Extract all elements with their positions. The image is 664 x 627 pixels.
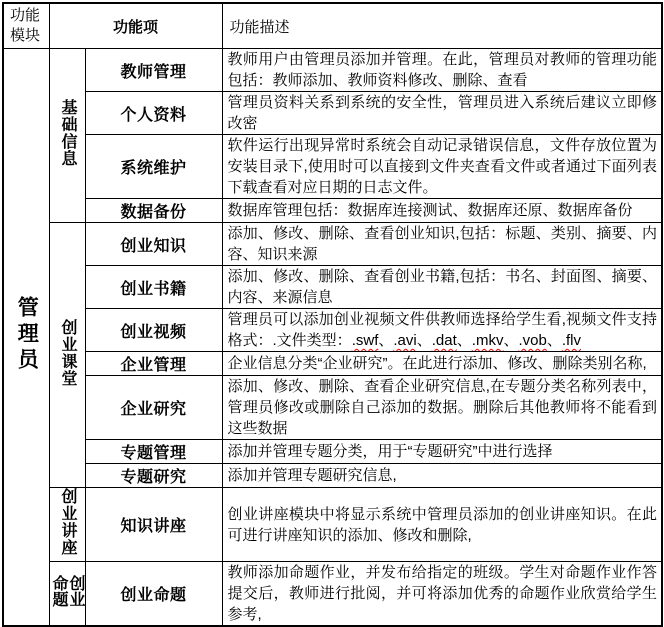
description-cell: 创业讲座模块中将显示系统中管理员添加的创业讲座知识。在此可进行讲座知识的添加、修改和删除, <box>222 488 662 562</box>
table-row <box>3 223 662 266</box>
item-cell: 数据备份 <box>85 199 222 223</box>
description-cell: 教师用户由管理员添加并管理。在此，管理员对教师的管理功能包括：教师添加、教师资料修改、删除、查看 <box>222 49 662 92</box>
table-row <box>3 376 662 440</box>
header-row <box>3 3 662 49</box>
group-label: 创业课堂 <box>59 318 76 387</box>
file-extension-token: .avi <box>393 332 417 349</box>
file-extension-token: .vob <box>518 332 547 349</box>
header-function-item: 功能项 <box>49 3 222 49</box>
table-row <box>3 92 662 135</box>
table-row <box>3 199 662 223</box>
description-cell: 添加并管理专题研究信息, <box>222 464 662 488</box>
table-row <box>3 309 662 352</box>
module-label: 管理员 <box>15 295 39 374</box>
extension-separator: 、 <box>503 332 519 349</box>
extension-separator: 、 <box>546 332 562 349</box>
item-cell: 专题研究 <box>85 464 222 488</box>
header-function-description: 功能描述 <box>222 3 662 49</box>
file-extension-token: .mkv <box>471 332 504 349</box>
table-row <box>3 488 662 562</box>
group-label: 创业讲座 <box>59 488 76 556</box>
item-cell: 知识讲座 <box>85 488 222 562</box>
item-cell: 企业研究 <box>85 376 222 440</box>
group-cell-basic-info <box>49 49 85 223</box>
group-label: 创业命题 <box>50 575 84 607</box>
table-row <box>3 135 662 199</box>
file-extension-token: .dat <box>431 332 457 349</box>
group-cell-entrepreneurship-classroom <box>49 223 85 488</box>
item-cell: 个人资料 <box>85 92 222 135</box>
function-table <box>2 2 663 627</box>
table-row <box>3 440 662 464</box>
group-cell-entrepreneurship-assignment <box>49 562 85 627</box>
item-cell: 创业书籍 <box>85 266 222 309</box>
description-text: 管理员可以添加创业视频文件供教师选择给学生看,视频文件支持格式：.文件类型： <box>227 311 658 349</box>
item-cell: 创业视频 <box>85 309 222 352</box>
header-function-module: 功能模块 <box>3 3 49 49</box>
description-cell: 软件运行出现异常时系统会自动记录错误信息，文件存放位置为安装目录下,使用时可以直接到文件夹查看文件或者通过下面列表下载查看对应日期的日志文件。 <box>222 135 662 199</box>
module-cell-administrator <box>3 49 49 627</box>
description-cell: 添加、修改、删除、查看创业知识,包括：标题、类别、摘要、内容、知识来源 <box>222 223 662 266</box>
table-row <box>3 464 662 488</box>
description-cell: 管理员资料关系到系统的安全性，管理员进入系统后建议立即修改密 <box>222 92 662 135</box>
extension-separator: 、 <box>456 332 472 349</box>
table-row <box>3 49 662 92</box>
item-cell: 教师管理 <box>85 49 222 92</box>
item-cell: 专题管理 <box>85 440 222 464</box>
item-cell: 企业管理 <box>85 352 222 376</box>
description-cell: 企业信息分类“企业研究”。在此进行添加、修改、删除类别名称, <box>222 352 662 376</box>
description-cell: 数据库管理包括：数据库连接测试、数据库还原、数据库备份 <box>222 199 662 223</box>
description-cell: 添加并管理专题分类，用于“专题研究”中进行选择 <box>222 440 662 464</box>
file-extension-token: .swf <box>351 332 379 349</box>
description-cell <box>222 309 662 352</box>
item-cell: 创业命题 <box>85 562 222 627</box>
group-label: 基础信息 <box>59 99 76 167</box>
item-cell: 创业知识 <box>85 223 222 266</box>
description-cell: 教师添加命题作业，并发布给指定的班级。学生对命题作业作答提交后，教师进行批阅，并可将添加优秀的命题作业欣赏给学生参考, <box>222 562 662 627</box>
table-row <box>3 562 662 627</box>
item-cell: 系统维护 <box>85 135 222 199</box>
description-cell: 添加、修改、删除、查看企业研究信息,在专题分类名称列表中，管理员修改或删除自己添加的数据。删除后其他教师将不能看到这些数据 <box>222 376 662 440</box>
group-cell-entrepreneurship-lecture <box>49 488 85 562</box>
file-extension-token: .flv <box>561 332 582 349</box>
extension-separator: 、 <box>378 332 394 349</box>
table-row <box>3 266 662 309</box>
extension-separator: 、 <box>416 332 432 349</box>
table-row <box>3 352 662 376</box>
description-cell: 添加、修改、删除、查看创业书籍,包括：书名、封面图、摘要、内容、来源信息 <box>222 266 662 309</box>
